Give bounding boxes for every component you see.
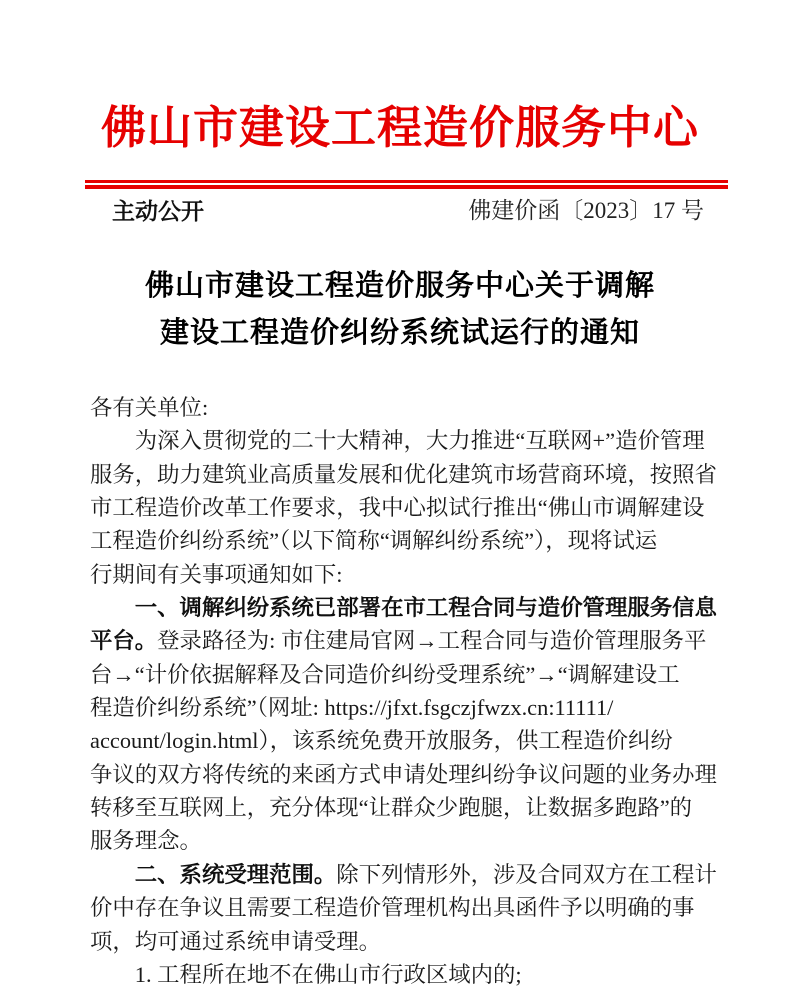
- text-segment: 各有关单位:: [90, 395, 209, 420]
- text-line: [90, 424, 720, 457]
- text-segment: 登录路径为: 市住建局官网→工程合同与造价管理服务平: [157, 628, 707, 654]
- text-line: [90, 458, 720, 491]
- text-segment: 除下列情形外，涉及合同双方在工程计: [336, 861, 717, 887]
- disclosure-label: 主动公开: [112, 198, 204, 224]
- document-title-line1: 佛山市建设工程造价服务中心关于调解: [144, 270, 655, 302]
- text-segment: 转移至互联网上，充分体现“让群众少跑腿，让数据多跑路”的: [90, 795, 693, 821]
- text-line: [90, 824, 720, 857]
- text-segment-bold: 一、调解纠纷系统已部署在市工程合同与造价管理服务信息: [90, 595, 717, 621]
- text-line: [90, 891, 720, 924]
- text-line: [90, 524, 720, 557]
- letterhead-org-title: 佛山市建设工程造价服务中心: [100, 103, 699, 153]
- text-segment: 争议的双方将传统的来函方式申请处理纠纷争议问题的业务办理: [90, 761, 717, 787]
- text-segment: 1. 工程所在地不在佛山市行政区域内的;: [90, 961, 522, 987]
- text-segment: 服务，助力建筑业高质量发展和优化建筑市场营商环境，按照省: [90, 461, 717, 487]
- text-segment-bold: 二、系统受理范围。: [90, 861, 337, 887]
- text-segment: 服务理念。: [90, 828, 202, 854]
- text-line: [90, 791, 720, 824]
- text-segment: 市工程造价改革工作要求，我中心拟试行推出“佛山市调解建设: [90, 495, 705, 521]
- text-segment: 程造价纠纷系统”（网址: https://jfxt.fsgczjfwzx.cn:11111/: [90, 695, 614, 721]
- text-segment: 价中存在争议且需要工程造价管理机构出具函件予以明确的事: [90, 895, 695, 921]
- text-segment: account/login.html），该系统免费开放服务，供工程造价纠纷: [90, 728, 673, 754]
- text-segment: 工程造价纠纷系统”（以下简称“调解纠纷系统”），现将试运: [90, 528, 658, 554]
- document-number: 佛建价函〔2023〕17 号: [468, 198, 704, 223]
- text-line: [90, 624, 720, 657]
- text-line: [90, 591, 720, 624]
- header-double-rule: [85, 180, 728, 189]
- text-segment: 行期间有关事项通知如下:: [90, 561, 343, 587]
- text-line: [90, 558, 720, 591]
- document-body: [90, 391, 720, 991]
- text-segment-bold: 平台。: [90, 628, 158, 654]
- text-line: [90, 958, 720, 991]
- text-line: [90, 658, 720, 691]
- text-segment: 为深入贯彻党的二十大精神，大力推进“互联网+”造价管理: [90, 428, 705, 454]
- text-line: [90, 925, 720, 958]
- text-line: [90, 491, 720, 524]
- text-line: [90, 724, 720, 757]
- text-segment: 台→“计价依据解释及合同造价纠纷受理系统”→“调解建设工: [90, 661, 680, 687]
- document-title: [0, 263, 800, 357]
- text-line: [90, 858, 720, 891]
- text-line: [90, 391, 720, 424]
- header-rule-bottom-line: [85, 185, 728, 189]
- text-line: [90, 758, 720, 791]
- document-title-line2: 建设工程造价纠纷系统试运行的通知: [159, 317, 640, 349]
- text-line: [90, 691, 720, 724]
- text-segment: 项，均可通过系统申请受理。: [90, 928, 382, 954]
